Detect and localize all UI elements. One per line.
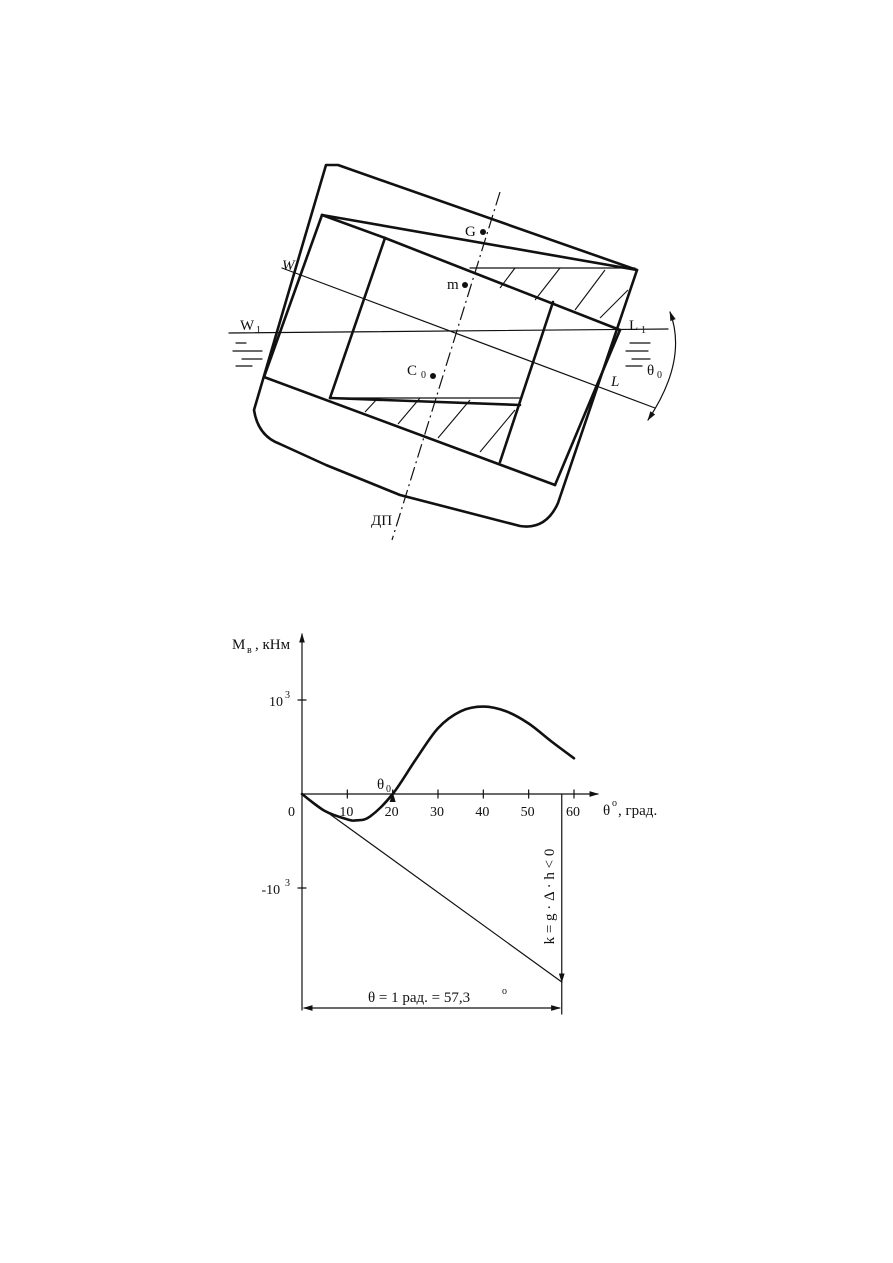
- point-c0: [430, 373, 436, 379]
- label-c0-sub: 0: [421, 370, 426, 381]
- moment-curve: [302, 707, 574, 821]
- y-axis-label-main: M: [232, 637, 246, 653]
- label-w: W: [282, 258, 295, 274]
- x-tick-label: 20: [384, 805, 399, 820]
- right-shell-line: [555, 330, 620, 485]
- ship-diagram: [229, 165, 676, 540]
- theta0-label: θ: [377, 777, 385, 793]
- right-wing-tank-wall: [500, 302, 553, 462]
- y-tick-exponent: 3: [285, 878, 290, 889]
- k-annotation: k = g · Δ · h < 0: [541, 848, 558, 945]
- label-heel-angle-sub: 0: [657, 370, 662, 381]
- y-ticks: [262, 690, 307, 898]
- x-tick-label: 0: [288, 805, 295, 820]
- label-heel-angle: θ: [647, 363, 655, 379]
- left-shell-line: [264, 215, 322, 377]
- x-axis-label-main: θ: [603, 803, 611, 819]
- waterline-wl: [282, 268, 655, 408]
- water-marks-left: [233, 343, 262, 366]
- x-axis-label-unit: , град.: [618, 803, 658, 819]
- label-c0: C: [407, 363, 418, 379]
- inner-bottom-line: [330, 398, 520, 405]
- waterline-w1l1: [229, 329, 668, 333]
- y-tick-label: 10: [269, 695, 283, 710]
- theta0-label-sub: 0: [386, 784, 391, 795]
- label-w1: W: [240, 318, 255, 334]
- y-axis-label-sub: в: [247, 645, 252, 656]
- series-group: [302, 707, 574, 982]
- x-tick-label: 50: [520, 805, 535, 820]
- left-wing-tank-wall: [330, 238, 385, 398]
- label-l1-sub: 1: [641, 325, 646, 336]
- label-centerplane: ДП: [371, 513, 393, 529]
- liquid-top-hatch: [470, 268, 635, 318]
- upper-deck-line: [322, 215, 637, 270]
- point-g: [480, 229, 486, 235]
- radian-annotation-sup: o: [502, 986, 507, 997]
- y-axis-label-unit: , кНм: [255, 637, 291, 653]
- label-l: L: [611, 374, 620, 390]
- x-axis-label-sup: o: [612, 798, 617, 809]
- x-tick-label: 10: [339, 805, 354, 820]
- y-tick-exponent: 3: [285, 690, 290, 701]
- x-tick-label: 30: [430, 805, 444, 820]
- point-m: [462, 282, 468, 288]
- stability-chart: [232, 634, 657, 1014]
- label-l1: L: [629, 318, 639, 334]
- x-tick-label: 60: [566, 805, 580, 820]
- liquid-bottom-hatch: [330, 398, 520, 452]
- y-tick-label: -10: [261, 883, 281, 898]
- radian-annotation: θ = 1 рад. = 57,3: [368, 990, 471, 1006]
- inner-deck-line: [322, 215, 385, 238]
- tangent-line: [302, 794, 562, 982]
- x-tick-label: 40: [475, 805, 490, 820]
- hull-outline: [254, 165, 637, 527]
- label-g: G: [465, 224, 476, 240]
- label-w1-sub: 1: [256, 325, 261, 336]
- label-m: m: [447, 277, 459, 293]
